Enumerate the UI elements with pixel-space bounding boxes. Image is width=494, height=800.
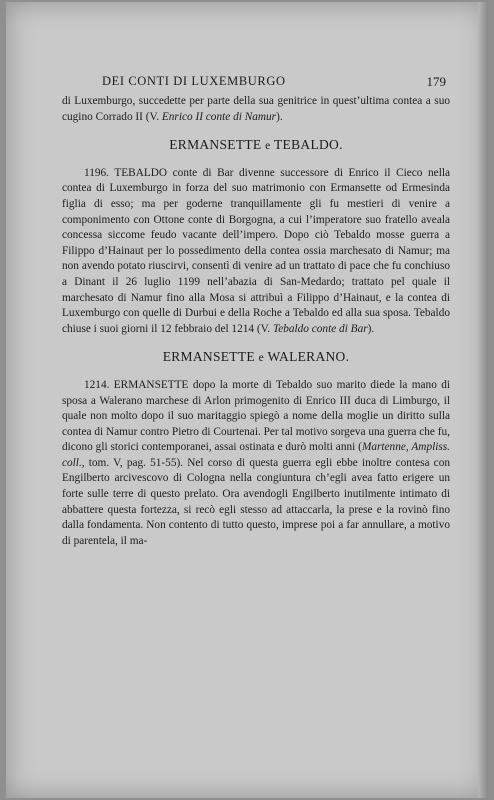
heading-conjunction: e (258, 352, 265, 365)
running-head (62, 74, 450, 94)
heading-name: ERMANSETTE (162, 349, 255, 365)
book-page (6, 2, 488, 798)
paragraph (62, 166, 450, 338)
paragraph-text: 1196. TEBALDO conte di Bar divenne successore di Enrico il Cieco nella contea di Luxemburgo in forza del suo matrimonio con Ermansette od Ermesinda figlia di esso; ma per goderne tranquillamente gli fu mestieri di venire a componimento con Ottone conte di Borgogna, a cui l’imperatore suo fratello aveala concessa siccome feudo vacante dell’impero. Dopo ciò Tebaldo mosse guerra a Filippo d’Hainaut per lo possedimento della contea ossia marchesato di Namur; ma non avendo potato riuscirvi, consentì di venire ad un trattato di pace che fu conchiuso a Dinant il 26 luglio 1199 nell’abazia di San-Medardo; trattato pel quale il marchesato di Namur fino alla Mosa si attribuì a Filippo d’Hainaut, e la contea di Luxemburgo con quelle di Durbui e della Roche a Tebaldo ed alla sua sposa. Tebaldo chiuse i suoi giorni il 12 febbraio del 1214 (V. (62, 166, 450, 335)
italic-citation: Martenne, Ampliss. coll. (62, 441, 450, 469)
page-edge (478, 2, 488, 798)
body-text (62, 94, 450, 549)
heading-name: TEBALDO. (274, 137, 343, 153)
paragraph-text: ). (276, 110, 283, 123)
paragraph (62, 94, 450, 125)
italic-citation: Tebaldo conte di Bar (272, 322, 368, 335)
italic-citation: Enrico II conte di Namur (161, 110, 277, 123)
heading-name: ERMANSETTE (169, 137, 262, 153)
paragraph-text: di Luxemburgo, succedette per parte della sua genitrice in quest’ultima contea a suo cugino Corrado II (V. (62, 95, 450, 123)
running-title: DEI CONTI DI LUXEMBURGO (102, 74, 286, 88)
heading-name: WALERANO. (267, 349, 350, 365)
page-content (62, 74, 450, 549)
paragraph (62, 378, 450, 550)
paragraph-text: , tom. V, pag. 51-55). Nel corso di questa guerra egli ebbe inoltre contesa con Engilberto arcivescovo di Cologna nella congiuntura ch’egli avea fatto erigere un forte sulle terre di questo prelato. Ora avendogli Engilberto inutilmente intimato di abbattere questa fortezza, si recò egli stesso ad attaccarla, la prese e la rovinò fino dalla fondamenta. Non contento di tutto questo, imprese poi a far annullare, a motivo di parentela, il ma- (62, 456, 450, 547)
section-heading (62, 349, 450, 367)
heading-conjunction: e (265, 140, 271, 153)
page-number: 179 (426, 74, 446, 89)
section-heading (62, 137, 450, 155)
paragraph-text: 1214. ERMANSETTE dopo la morte di Tebaldo suo marito diede la mano di sposa a Walerano marchese di Arlon primogenito di Enrico III duca di Limburgo, il quale non molto dopo il suo maritaggio spiegò a nome della moglie un diritto sulla contea di Namur contro Pietro di Courtenai. Per tal motivo sorgeva una guerra che fu, dicono gli storici contemporanei, assai ostinata e durò molti anni ( (62, 378, 450, 454)
paragraph-text: ). (367, 322, 375, 335)
